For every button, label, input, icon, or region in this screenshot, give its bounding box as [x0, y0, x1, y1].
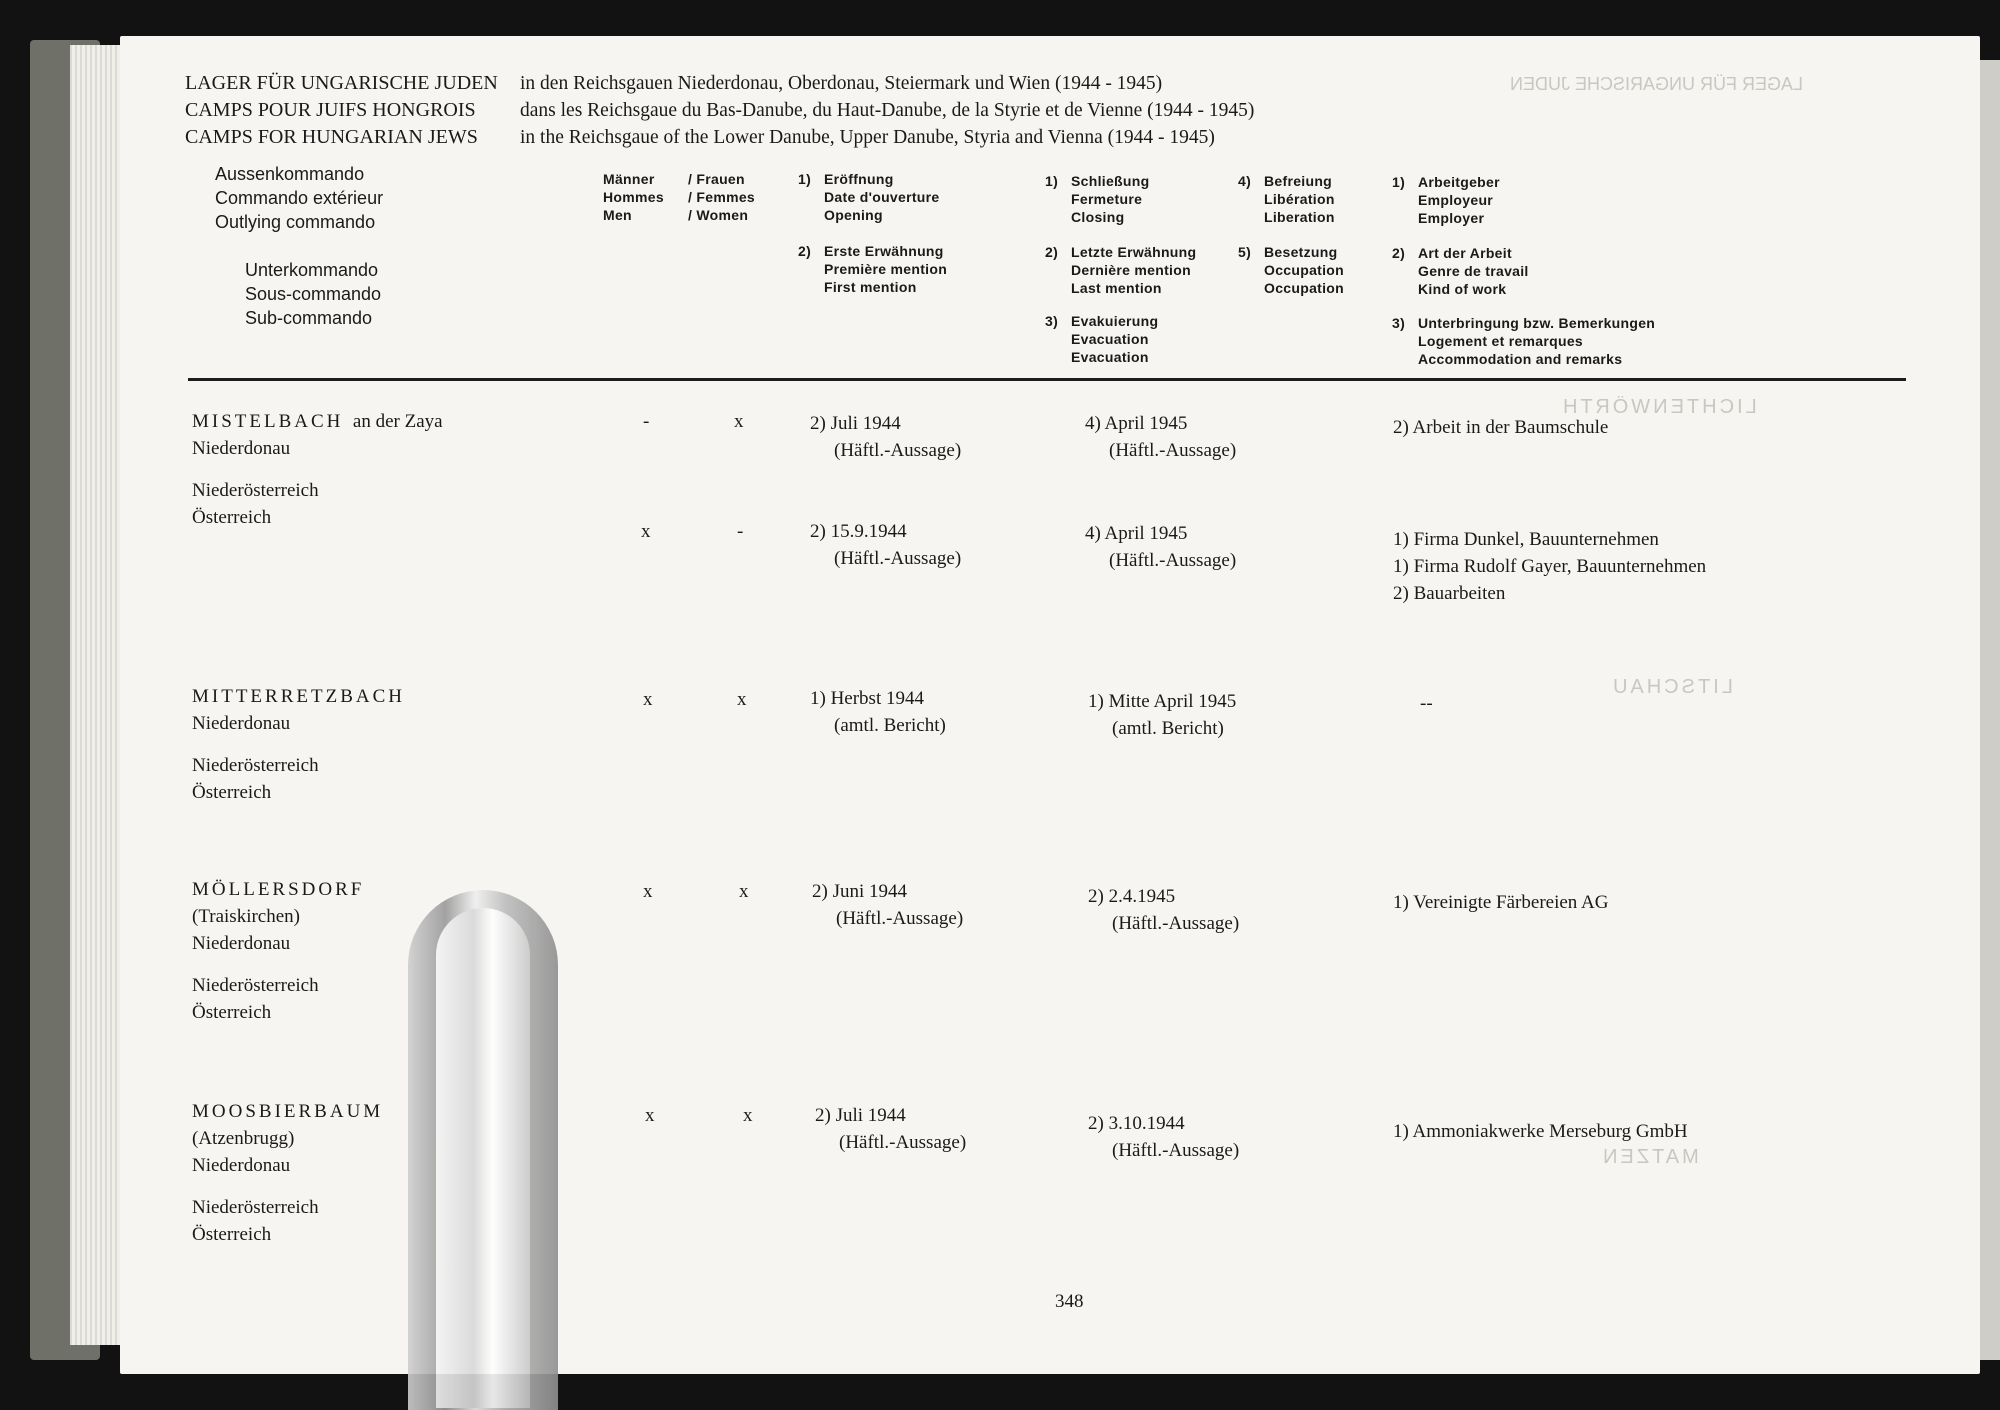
subtitle-en: in the Reichsgaue of the Lower Danube, Upper Danube, Styria and Vienna (1944 - 1945) — [520, 127, 1215, 148]
camp-name: MÖLLERSDORF — [192, 879, 365, 900]
camp-name: MISTELBACH — [192, 411, 344, 432]
women-mark: x — [737, 689, 747, 710]
closing-date: 2) 3.10.1944 (Häftl.-Aussage) — [1088, 1113, 1240, 1161]
heading-evacuation: 3) Evakuierung Evacuation Evacuation — [1045, 313, 1159, 365]
entry-location: MÖLLERSDORF (Traiskirchen) Niederdonau Niederösterreich Österreich — [192, 876, 364, 1026]
title-de: LAGER FÜR UNGARISCHE JUDEN — [185, 72, 498, 94]
remarks: 1) Vereinigte Färbereien AG — [1393, 892, 1609, 913]
opening-date: 2) Juli 1944 (Häftl.-Aussage) — [810, 413, 962, 461]
opening-date: 1) Herbst 1944 (amtl. Bericht) — [810, 688, 946, 736]
heading-sub-commando: Unterkommando Sous-commando Sub-commando — [245, 260, 382, 328]
heading-first-mention: 2) Erste Erwähnung Première mention First mention — [798, 243, 948, 295]
subtitle-block — [520, 70, 1254, 151]
closing-date: 2) 2.4.1945 (Häftl.-Aussage) — [1088, 886, 1240, 934]
closing-date: 1) Mitte April 1945 (amtl. Bericht) — [1088, 691, 1237, 739]
remarks: 1) Ammoniakwerke Merseburg GmbH — [1393, 1121, 1688, 1142]
subtitle-fr: dans les Reichsgaue du Bas-Danube, du Haut-Danube, de la Styrie et de Vienne (1944 - 1945) — [520, 100, 1255, 121]
entry-location: MOOSBIERBAUM (Atzenbrugg) Niederdonau Niederösterreich Österreich — [192, 1098, 383, 1248]
men-mark: x — [641, 521, 651, 542]
entry-location: MISTELBACH an der Zaya Niederdonau Niederösterreich Österreich — [192, 411, 443, 528]
women-mark: - — [737, 521, 744, 542]
remarks: -- — [1420, 693, 1433, 714]
opening-date: 2) Juli 1944 (Häftl.-Aussage) — [815, 1105, 967, 1153]
heading-closing: 1) Schließung Fermeture Closing — [1045, 173, 1150, 225]
heading-men: Männer Hommes Men — [603, 171, 664, 223]
remarks: 2) Arbeit in der Baumschule — [1393, 417, 1609, 438]
camp-name: MITTERRETZBACH — [192, 686, 405, 707]
closing-date: 4) April 1945 (Häftl.-Aussage) — [1085, 413, 1237, 461]
subtitle-de: in den Reichsgauen Niederdonau, Oberdonau, Steiermark und Wien (1944 - 1945) — [520, 73, 1163, 94]
remarks: 1) Firma Dunkel, Bauunternehmen 1) Firma Rudolf Gayer, Bauunternehmen 2) Bauarbeiten — [1393, 529, 1707, 604]
closing-date: 4) April 1945 (Häftl.-Aussage) — [1085, 523, 1237, 571]
bleed-through: LAGER FÜR UNGARISCHE JUDEN — [1510, 74, 1804, 94]
heading-kind-of-work: 2) Art der Arbeit Genre de travail Kind of work — [1392, 245, 1529, 297]
bleed-through: MATZEN — [1600, 1146, 1699, 1168]
heading-outlying-commando: Aussenkommando Commando extérieur Outlying commando — [215, 164, 384, 232]
glass-page-holder — [408, 890, 558, 1410]
men-mark: x — [645, 1105, 655, 1126]
title-block — [185, 70, 498, 151]
men-mark: x — [643, 881, 653, 902]
title-fr: CAMPS POUR JUIFS HONGROIS — [185, 99, 476, 121]
header-rule — [188, 378, 1906, 381]
bleed-through: LITSCHAU — [1610, 676, 1733, 698]
heading-women: / Frauen / Femmes / Women — [688, 171, 755, 223]
entry-location: MITTERRETZBACH Niederdonau Niederösterreich Österreich — [192, 683, 405, 806]
page-number: 348 — [1055, 1291, 1084, 1312]
opening-date: 2) 15.9.1944 (Häftl.-Aussage) — [810, 521, 962, 569]
title-en: CAMPS FOR HUNGARIAN JEWS — [185, 126, 478, 148]
men-mark: - — [643, 411, 650, 432]
heading-last-mention: 2) Letzte Erwähnung Dernière mention Last mention — [1045, 244, 1197, 296]
heading-opening: 1) Eröffnung Date d'ouverture Opening — [798, 171, 940, 223]
women-mark: x — [743, 1105, 753, 1126]
heading-liberation: 4) Befreiung Libération Liberation — [1238, 173, 1335, 225]
bleed-through: LICHTENWÖRTH — [1560, 396, 1757, 418]
men-mark: x — [643, 689, 653, 710]
camp-name: MOOSBIERBAUM — [192, 1101, 384, 1122]
heading-remarks: 3) Unterbringung bzw. Bemerkungen Logement et remarques Accommodation and remarks — [1392, 315, 1656, 367]
heading-occupation: 5) Besetzung Occupation Occupation — [1238, 244, 1345, 296]
opening-date: 2) Juni 1944 (Häftl.-Aussage) — [812, 881, 964, 929]
women-mark: x — [739, 881, 749, 902]
heading-employer: 1) Arbeitgeber Employeur Employer — [1392, 174, 1500, 226]
women-mark: x — [734, 411, 744, 432]
